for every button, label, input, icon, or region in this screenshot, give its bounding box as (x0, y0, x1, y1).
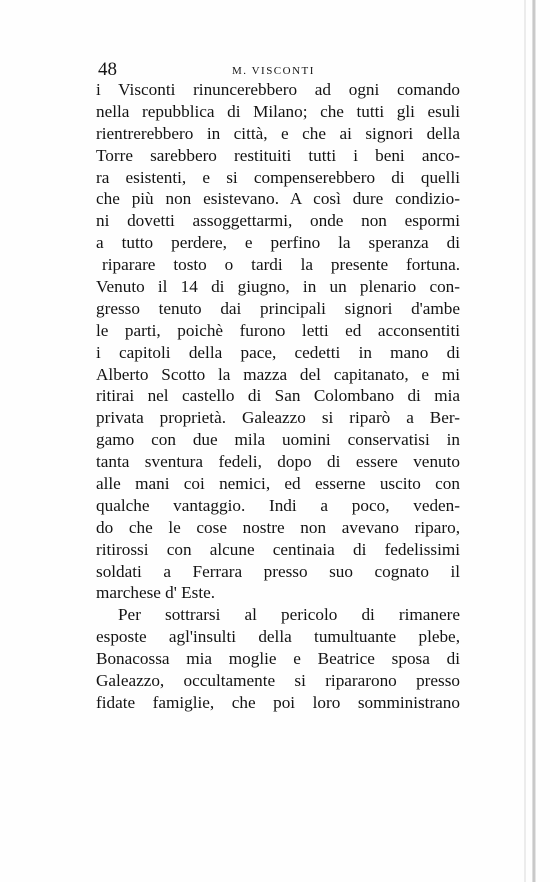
body-text (96, 79, 460, 714)
text-line: le parti, poichè furono letti ed acconsentiti (96, 320, 460, 340)
text-line: gresso tenuto dai principali signori d'ambe (96, 298, 460, 318)
text-line: ni dovetti assoggettarmi, onde non espormi (96, 211, 460, 231)
text-line: i Visconti rinuncerebbero ad ogni comando (96, 80, 460, 99)
text-line: privata proprietà. Galeazzo si riparò a Ber- (96, 408, 460, 428)
text-line: che più non esistevano. A così dure condizio- (96, 189, 460, 209)
book-binding-edge (532, 0, 536, 882)
page-edge-shadow (524, 0, 526, 882)
text-line: a tutto perdere, e perfino la speranza di (96, 233, 460, 253)
text-line: do che le cose nostre non avevano riparo, (96, 517, 460, 537)
text-line: Per sottrarsi al pericolo di rimanere (118, 605, 460, 625)
text-line: marchese d' Este. (96, 583, 216, 603)
text-line: qualche vantaggio. Indi a poco, veden- (96, 495, 460, 515)
text-line: fidate famiglie, che poi loro somministrano (96, 692, 460, 712)
text-line: Torre sarebbero restituiti tutti i beni anco- (96, 145, 460, 165)
text-line: Venuto il 14 di giugno, in un plenario con- (96, 277, 460, 297)
text-line: gamo con due mila uomini conservatisi in (96, 430, 460, 450)
text-line: Galeazzo, occultamente si ripararono presso (96, 671, 460, 691)
running-head: M. VISCONTI (232, 65, 315, 77)
text-line: alle mani coi nemici, ed esserne uscito con (96, 474, 460, 494)
text-line: Bonacossa mia moglie e Beatrice sposa di (96, 649, 460, 669)
text-line: Alberto Scotto la mazza del capitanato, e mi (96, 364, 460, 384)
text-line: esposte agl'insulti della tumultuante plebe, (96, 627, 460, 647)
text-line: soldati a Ferrara presso suo cognato il (96, 561, 460, 581)
text-line: ra esistenti, e si compenserebbero di quelli (96, 167, 460, 187)
text-line: rientrerebbero in città, e che ai signori della (96, 123, 460, 143)
text-line: tanta sventura fedeli, dopo di essere venuto (96, 452, 460, 472)
text-line: ritirai nel castello di San Colombano di mia (96, 386, 460, 406)
text-line: riparare tosto o tardi la presente fortuna. (102, 255, 460, 275)
page-header (98, 60, 458, 80)
text-line: nella repubblica di Milano; che tutti gli esuli (96, 101, 460, 121)
text-line: i capitoli della pace, cedetti in mano di (96, 342, 460, 362)
text-line: ritirossi con alcune centinaia di fedelissimi (96, 539, 460, 559)
page-number: 48 (98, 59, 117, 80)
